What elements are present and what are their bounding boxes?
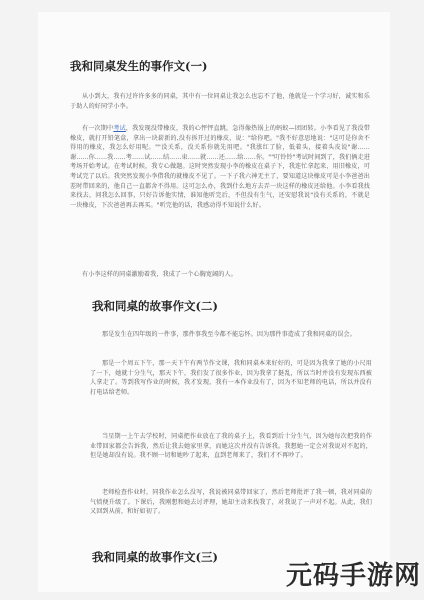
paragraph-2	[70, 124, 370, 210]
paragraph-5: 那是一个周五下午，那一天下午有两节作文课，我和同桌本来好好的，可是因为我拿了她的小尺用了一下，她就十分生气，那天下午，我们发了很多作业，因为我拿了挺乱，所以当时并没有发现东西被人拿走了。等到我写作业的时候，我才发现，我有一本作业没有了，因为不知老师的电话，所以并没有打电话给老师。	[90, 360, 372, 396]
paragraph-1: 从小到大，我有过许许多多的同桌，其中有一位同桌让我怎么也忘不了他，他就是一个学习好，诚实和乐于助人的好同学小李。	[70, 93, 370, 110]
paragraph-7: 老师检查作业时，同我作业怎么没写，我说被同桌带回家了，然后老师批评了我一顿，我对同桌的气愤便升级了。下课后，我刚想和她去讨评理，她却主动来找我了，对我说了一声对不起。从此，我们又回到从前，和好如初了。	[90, 489, 372, 516]
paragraph-2-start: 有一次期中	[82, 125, 114, 132]
site-watermark-logo: 元码手游网	[286, 561, 422, 591]
essay-title-1: 我和同桌发生的事作文(一)	[70, 59, 208, 73]
exam-link[interactable]: 考试	[113, 125, 126, 132]
paragraph-2-rest: ，我发现没带橡皮，我的心怦怦直跳，急得像热锅上的蚂蚁—团团转。小李看见了我没带橡皮，就打开铅笔盒，拿出一块崭新的,没有拆开过的橡皮，说："给你吧。"我不好意思地说："这可是你舍不得用的橡皮，我怎么好用呢。""没关系，没关系你就先用吧。"我涨红了脸，低着头，接着头皮说"谢……谢……你……我……考……试……结……束……就……还……给……你。""叮铃铃"考试时间到了，我们俩走进考场开始考试。在考试时候，我专心做题。这时突然发现小李的橡皮在桌子下，我连忙拿起来，用旧橡皮，可考试完了以后。我突然发现小李借我的就橡皮不见了。一下子我六神无主了，要知道这块橡皮可是小李爸爸出差时带回来的，他自己一直都舍不得用。这可怎么办，我到什么地方去弄一块这样的橡皮还给他。小李看我找来找去，问我怎么回事，只好告诉他实情，谁知他听完后，不但没有生气，还安慰我说"没有关系的，不就是一块橡皮，下次爸爸再去再买。"听完他的话，我感动得不知说什么好。	[70, 125, 370, 209]
paragraph-6: 当星期一上午去学校时，同桌把作业放在了我的桌子上，我看到后十分生气，因为她每次把我的作业带回家都会告诉我，然后让我去她家里拿，而她这次并没有告诉我。我想她一定会对我说对不起的，但是她却没有说。我不顾一切和她吵了起来，直到老师来了，我们才不再吵了。	[90, 433, 372, 460]
document-page	[38, 12, 390, 592]
essay-title-3: 我和同桌的故事作文(三)	[92, 550, 218, 564]
essay-title-2: 我和同桌的故事作文(二)	[92, 299, 218, 313]
paragraph-4: 那是发生在四年级的一件事，那件事我至今都不能忘怀。因为那件事造成了我和同桌的误会。	[102, 331, 356, 338]
paragraph-3: 有小李这样的同桌激励着我，我成了一个心胸宽阔的人。	[82, 271, 237, 278]
